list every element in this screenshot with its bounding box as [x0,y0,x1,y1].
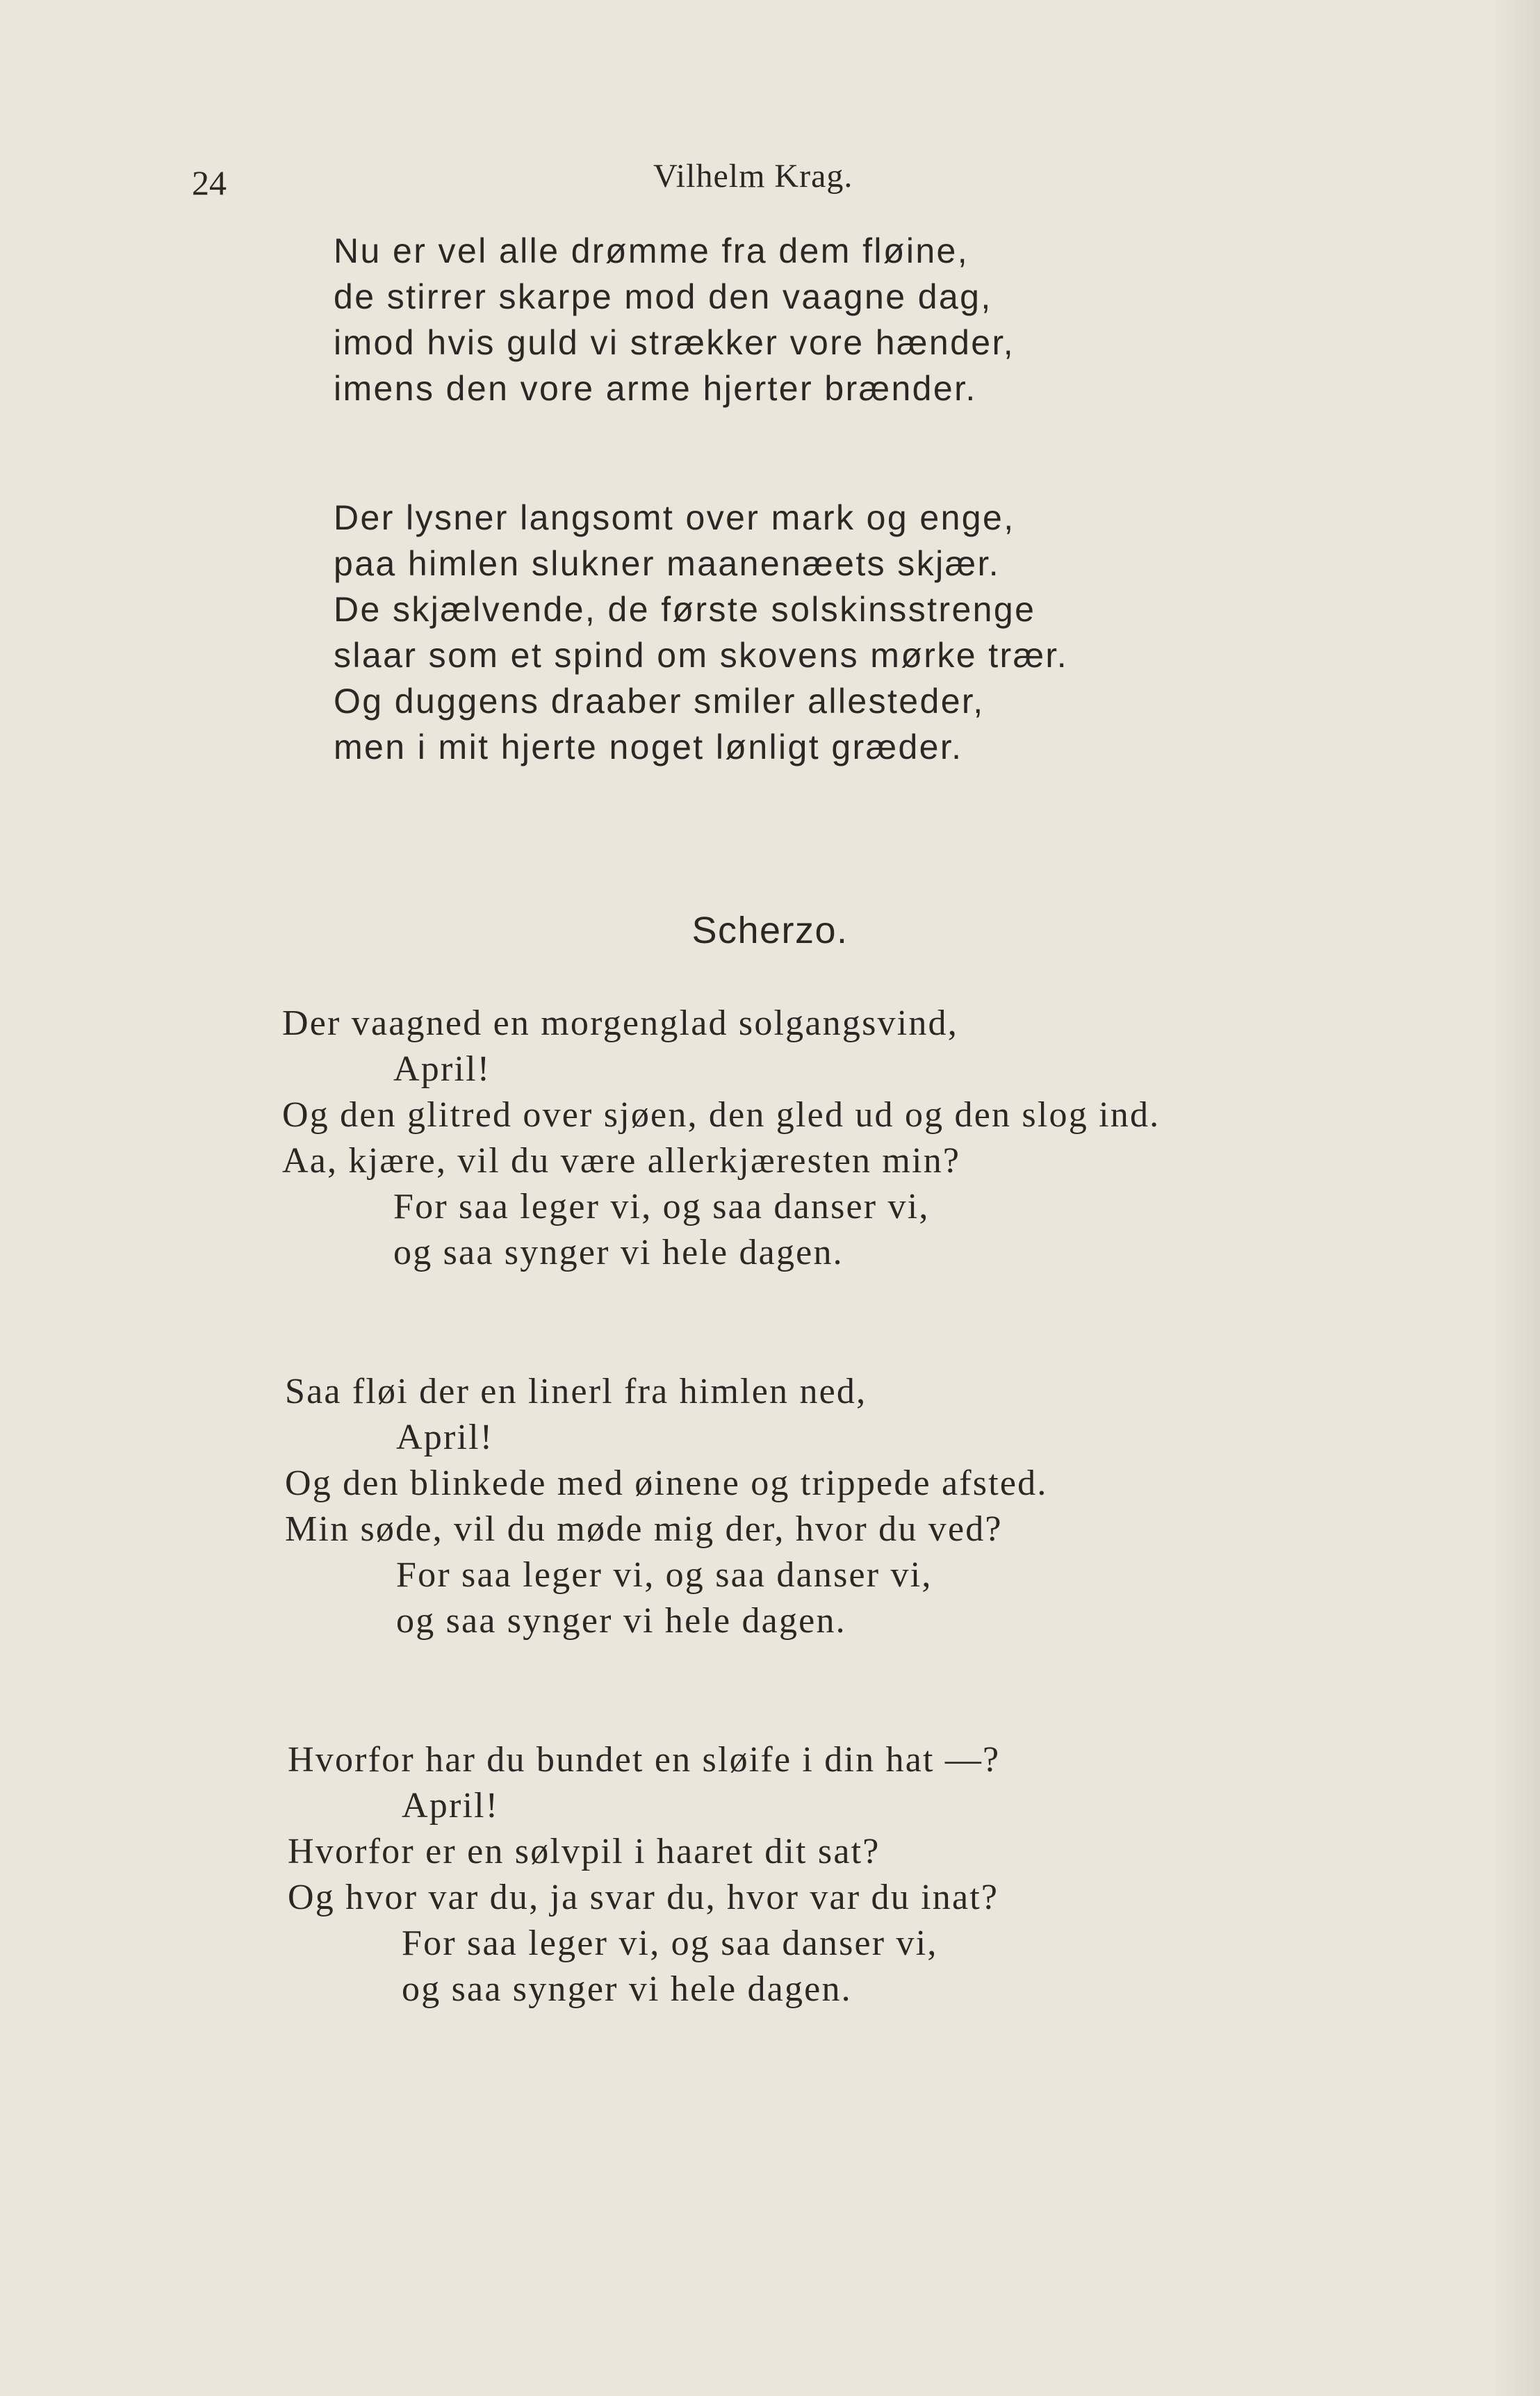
header-title: Vilhelm Krag. [653,158,853,195]
refrain-line: For saa leger vi, og saa danser vi, [393,1187,930,1226]
refrain-line: og saa synger vi hele dagen. [396,1601,846,1641]
verse-line: Der lysner langsomt over mark og enge, [334,498,1015,537]
refrain-line: og saa synger vi hele dagen. [402,1969,852,2009]
verse-line: Min søde, vil du møde mig der, hvor du ved? [285,1509,1003,1549]
poem-stanza-1 [334,228,1015,411]
running-head [0,157,1540,206]
verse-line: Og duggens draaber smiler allesteder, [334,682,985,721]
verse-line: Hvorfor er en sølvpil i haaret dit sat? [288,1832,880,1871]
verse-line: Og hvor var du, ja svar du, hvor var du inat? [288,1878,999,1917]
verse-line: imens den vore arme hjerter brænder. [334,369,977,408]
verse-line: Og den glitred over sjøen, den gled ud og den slog ind. [282,1095,1161,1135]
scherzo-stanza-1 [282,1001,1160,1276]
verse-line: Og den blinkede med øinene og trippede afsted. [285,1463,1048,1503]
refrain-line: For saa leger vi, og saa danser vi, [396,1555,933,1595]
poem-stanza-2 [334,495,1068,770]
verse-line: Nu er vel alle drømme fra dem fløine, [334,231,969,270]
verse-line: Hvorfor har du bundet en sløife i din hat —? [288,1740,1001,1780]
refrain-line: April! [396,1418,494,1457]
verse-line: De skjælvende, de første solskinsstrenge [334,590,1036,629]
verse-line: slaar som et spind om skovens mørke trær. [334,636,1069,675]
verse-line: de stirrer skarpe mod den vaagne dag, [334,277,992,316]
page-number: 24 [192,163,227,202]
verse-line: imod hvis guld vi strækker vore hænder, [334,323,1015,362]
verse-line: Saa fløi der en linerl fra himlen ned, [285,1372,867,1411]
refrain-line: April! [393,1049,491,1089]
refrain-line: og saa synger vi hele dagen. [393,1233,844,1272]
page-edge-shadow [1491,0,1540,2396]
scherzo-stanza-2 [285,1369,1048,1644]
verse-line: men i mit hjerte noget lønligt græder. [334,728,963,766]
section-title: Scherzo. [691,910,849,951]
refrain-line: April! [402,1786,500,1825]
refrain-line: For saa leger vi, og saa danser vi, [402,1923,938,1963]
scherzo-stanza-3 [288,1737,1000,2012]
verse-line: Der vaagned en morgenglad solgangsvind, [282,1003,958,1043]
verse-line: paa himlen slukner maanenæets skjær. [334,544,1001,583]
verse-line: Aa, kjære, vil du være allerkjæresten min? [282,1141,961,1181]
